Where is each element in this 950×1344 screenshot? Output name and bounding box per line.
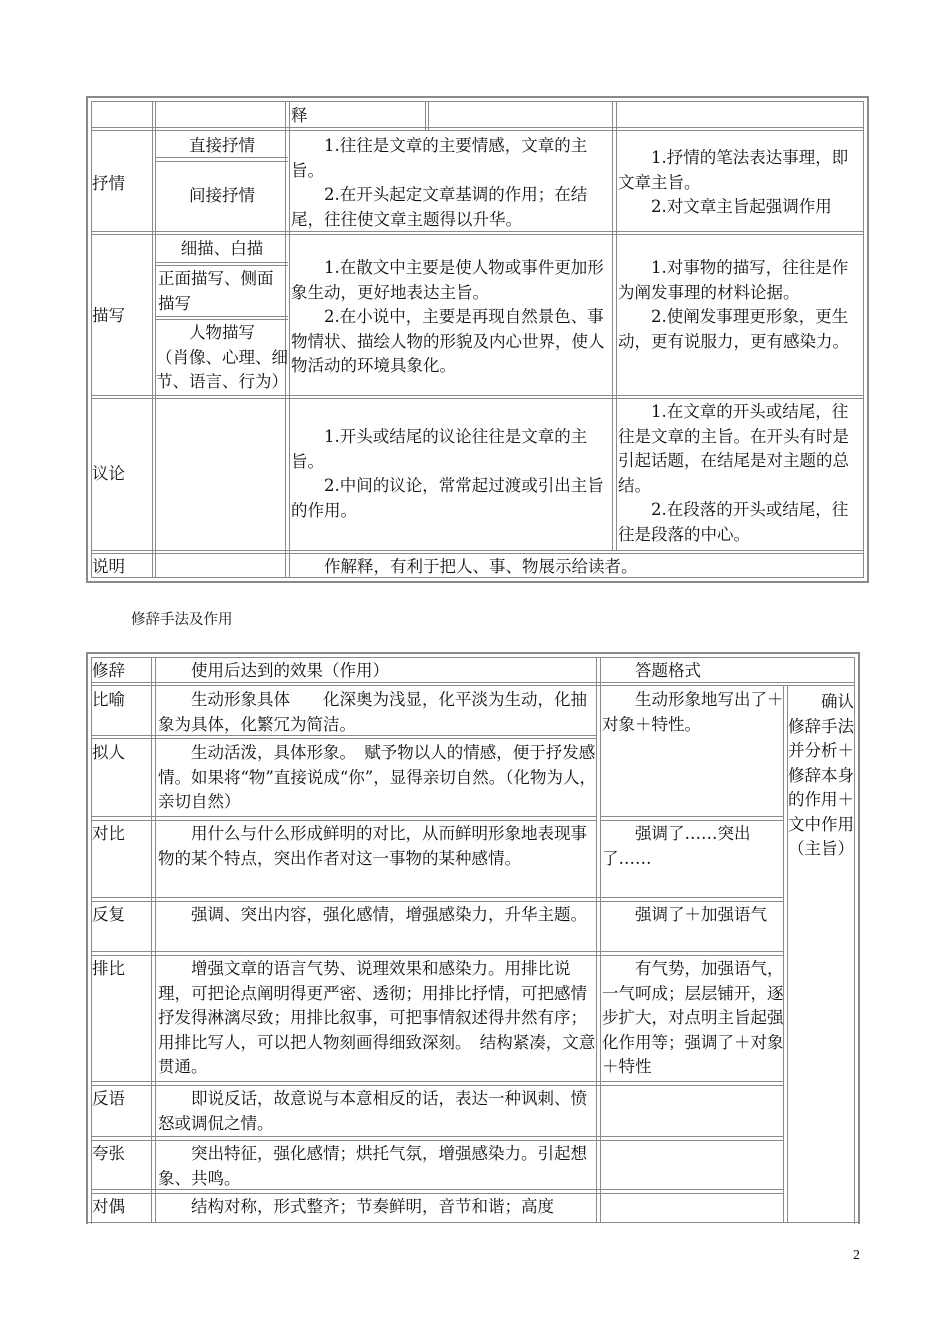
row-label-repetition: 反复 [92,905,125,924]
personification-effect: 生动活泼，具体形象。 赋予物以人的情感，便于抒发感情。如果将“物”直接说成“你”，显得亲切自然。（化物为人，亲切自然） [158,743,596,811]
description-role: 1.对事物的描写，往往是作为阐发事理的材料论据。 2.使阐发事理更形象，更生动，更有说服力，更有感染力。 [618,258,849,351]
lyric-effect: 1.往往是文章的主要情感，文章的主旨。 2.在开头起定文章基调的作用；在结尾，往往使文章主题得以升华。 [291,136,588,229]
header-rhetoric: 修辞 [92,661,125,680]
antithesis-effect: 结构对称，形式整齐；节奏鲜明，音节和谐；高度 [158,1197,554,1216]
repetition-effect: 强调、突出内容，强化感情，增强感染力，升华主题。 [158,905,587,924]
sub-indirect-lyric: 间接抒情 [189,186,255,205]
repetition-format: 强调了＋加强语气 [602,905,767,924]
parallelism-format: 有气势，加强语气，一气呵成；层层铺开，逐步扩大，对点明主旨起强化作用等；强调了＋对象＋特性 [602,959,784,1076]
explanation-effect: 作解释，有利于把人、事、物展示给读者。 [291,557,638,576]
row-label-explanation: 说明 [92,557,125,576]
sub-direct-lyric: 直接抒情 [189,136,255,155]
metaphor-format: 生动形象地写出了＋对象＋特性。 [602,690,784,734]
sub-direct-indirect: 正面描写、侧面描写 [158,269,274,313]
section-title: 修辞手法及作用 [131,612,233,628]
irony-effect: 即说反话，故意说与本意相反的话，表达一种讽刺、愤怒或调侃之情。 [158,1089,587,1133]
lyric-role: 1.抒情的笔法表达事理，即文章主旨。 2.对文章主旨起强调作用 [618,148,849,216]
merged-answer-note: 确认修辞手法并分析＋修辞本身的作用＋文中作用（主旨） [788,692,854,858]
row-label-hyperbole: 夸张 [92,1144,125,1163]
header-answer-format: 答题格式 [602,661,701,680]
argument-role: 1.在文章的开头或结尾，往往是文章的主旨。在开头有时是引起话题，在结尾是对主题的总结。 2.在段落的开头或结尾，往往是段落的中心。 [618,402,849,544]
metaphor-effect: 生动形象具体 化深奥为浅显，化平淡为生动，化抽象为具体，化繁冗为简洁。 [158,690,587,734]
table1-top-label: 释 [291,106,308,125]
row-label-contrast: 对比 [92,824,125,843]
row-label-personification: 拟人 [92,743,125,762]
hyperbole-effect: 突出特征，强化感情；烘托气氛，增强感染力。引起想象、共鸣。 [158,1144,587,1188]
description-effect: 1.在散文中主要是使人物或事件更加形象生动，更好地表达主旨。 2.在小说中，主要是再现自然景色、事物情状、描绘人物的形貌及内心世界，使人物活动的环境具象化。 [291,258,605,375]
sub-fine-sketch: 细描、白描 [180,239,264,258]
row-label-antithesis: 对偶 [92,1197,125,1216]
contrast-format: 强调了……突出了…… [602,824,751,868]
row-label-lyric: 抒情 [92,174,125,193]
row-label-metaphor: 比喻 [92,690,125,709]
argument-effect: 1.开头或结尾的议论往往是文章的主旨。 2.中间的议论，常常起过渡或引出主旨的作用。 [291,427,604,520]
page-number: 2 [853,1248,860,1263]
parallelism-effect: 增强文章的语言气势、说理效果和感染力。用排比说理，可把论点阐明得更严密、透彻；用排比抒情，可把感情抒发得淋漓尽致；用排比叙事，可把事情叙述得井然有序；用排比写人，可以把人物刻画得细致深刻。 结构紧凑，文意贯通。 [158,959,596,1076]
row-label-irony: 反语 [92,1089,125,1108]
row-label-parallelism: 排比 [92,959,125,978]
header-effect: 使用后达到的效果（作用） [158,661,389,680]
row-label-argument: 议论 [92,464,125,483]
contrast-effect: 用什么与什么形成鲜明的对比，从而鲜明形象地表现事物的某个特点，突出作者对这一事物的某种感情。 [158,824,587,868]
sub-character-description: 人物描写 （肖像、心理、细节、语言、行为） [156,323,288,391]
row-label-description: 描写 [92,306,125,325]
